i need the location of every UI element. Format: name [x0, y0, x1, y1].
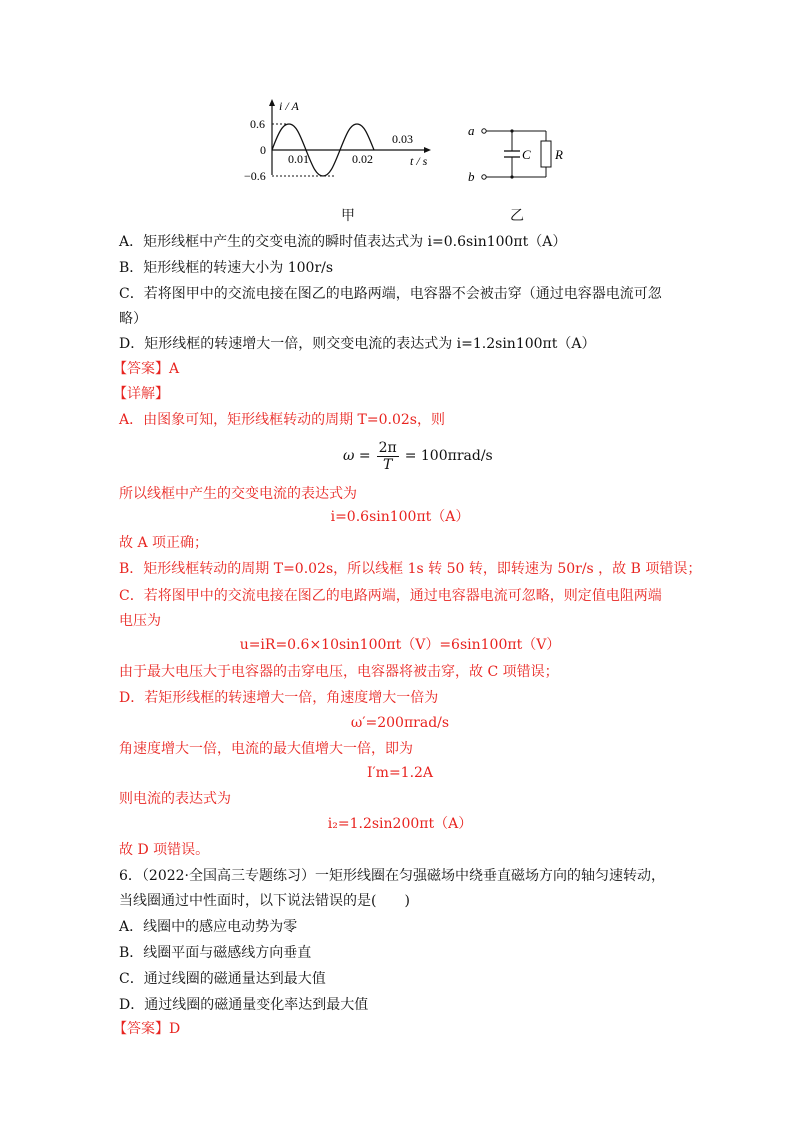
q5-answer: 【答案】A	[113, 361, 180, 377]
current-time-graph	[232, 95, 432, 190]
explanation-d3: 则电流的表达式为	[119, 791, 231, 807]
q6-stem-line1: 6．（2022·全国高三专题练习）一矩形线圈在匀强磁场中绕垂直磁场方向的轴匀速转动，	[119, 868, 665, 884]
q5-option-c-cont: 略）	[119, 311, 147, 327]
equation-omega	[343, 436, 493, 476]
eq1-fraction	[377, 440, 399, 473]
equation-current: i=0.6sin100πt（A）	[330, 509, 470, 525]
eq1-denominator: T	[382, 456, 393, 473]
q5-option-b: B．矩形线框的转速大小为 100r/s	[119, 260, 334, 276]
resistor	[541, 141, 551, 167]
q5-option-d: D．矩形线框的转速增大一倍，则交变电流的表达式为 i=1.2sin100πt（A）	[119, 336, 596, 352]
explanation-d1: D．若矩形线框的转速增大一倍，角速度增大一倍为	[119, 690, 439, 706]
resistor-label: R	[555, 147, 563, 162]
q6-answer: 【答案】D	[113, 1021, 181, 1037]
graph-y-max: 0.6	[250, 117, 265, 131]
equation-omega-prime: ω′=200πrad/s	[350, 715, 450, 731]
eq1-omega: ω =	[343, 448, 371, 464]
equation-current-2: i₂=1.2sin200πt（A）	[327, 816, 473, 832]
explanation-c1: C．若将图甲中的交流电接在图乙的电路两端，通过电容器电流可忽略，则定值电阻两端	[119, 588, 662, 604]
terminal-a	[482, 129, 486, 133]
explanation-d4: 故 D 项错误。	[119, 842, 210, 858]
q6-stem-line2: 当线圈通过中性面时，以下说法错误的是( )	[119, 893, 410, 909]
q6-option-b: B．线圈平面与磁感线方向垂直	[119, 945, 312, 961]
graph-x-label: t / s	[410, 154, 428, 168]
explanation-a3: 故 A 项正确；	[119, 535, 209, 551]
graph-caption: 甲	[341, 208, 355, 224]
q5-option-c: C．若将图甲中的交流电接在图乙的电路两端，电容器不会被击穿（通过电容器电流可忽	[119, 286, 662, 302]
q6-option-d: D．通过线圈的磁通量变化率达到最大值	[119, 997, 369, 1013]
eq1-rhs: = 100πrad/s	[404, 448, 493, 464]
graph-x-tick-3: 0.03	[392, 132, 413, 146]
equation-imax: I′m=1.2A	[366, 765, 434, 781]
graph-x-tick-1: 0.01	[288, 152, 309, 166]
explanation-c2: 电压为	[119, 613, 161, 629]
graph-y-label: i / A	[279, 99, 299, 113]
equation-voltage: u=iR=0.6×10sin100πt（V）=6sin100πt（V）	[239, 637, 561, 653]
capacitor-label: C	[522, 147, 531, 162]
terminal-b-label: b	[468, 169, 475, 184]
graph-origin: 0	[260, 143, 266, 157]
explanation-c3: 由于最大电压大于电容器的击穿电压，电容器将被击穿，故 C 项错误；	[119, 664, 559, 680]
explanation-b1: B．矩形线框转动的周期 T=0.02s，所以线框 1s 转 50 转，即转速为 50r/s ，故 B 项错误；	[119, 561, 702, 577]
circuit-caption: 乙	[510, 208, 524, 224]
q6-option-a: A．线圈中的感应电动势为零	[119, 919, 298, 935]
q5-option-a: A．矩形线框中产生的交变电流的瞬时值表达式为 i=0.6sin100πt（A）	[119, 234, 567, 250]
terminal-b	[482, 175, 486, 179]
graph-y-min: −0.6	[244, 169, 266, 183]
explanation-a2: 所以线框中产生的交变电流的表达式为	[119, 486, 357, 502]
terminal-a-label: a	[468, 123, 475, 138]
detail-header: 【详解】	[113, 386, 169, 402]
explanation-d2: 角速度增大一倍，电流的最大值增大一倍，即为	[119, 741, 413, 757]
graph-x-tick-2: 0.02	[352, 152, 373, 166]
eq1-numerator: 2π	[378, 439, 397, 456]
rc-circuit	[462, 115, 572, 185]
q6-option-c: C．通过线圈的磁通量达到最大值	[119, 971, 326, 987]
explanation-a1: A．由图象可知，矩形线框转动的周期 T=0.02s，则	[119, 412, 445, 428]
